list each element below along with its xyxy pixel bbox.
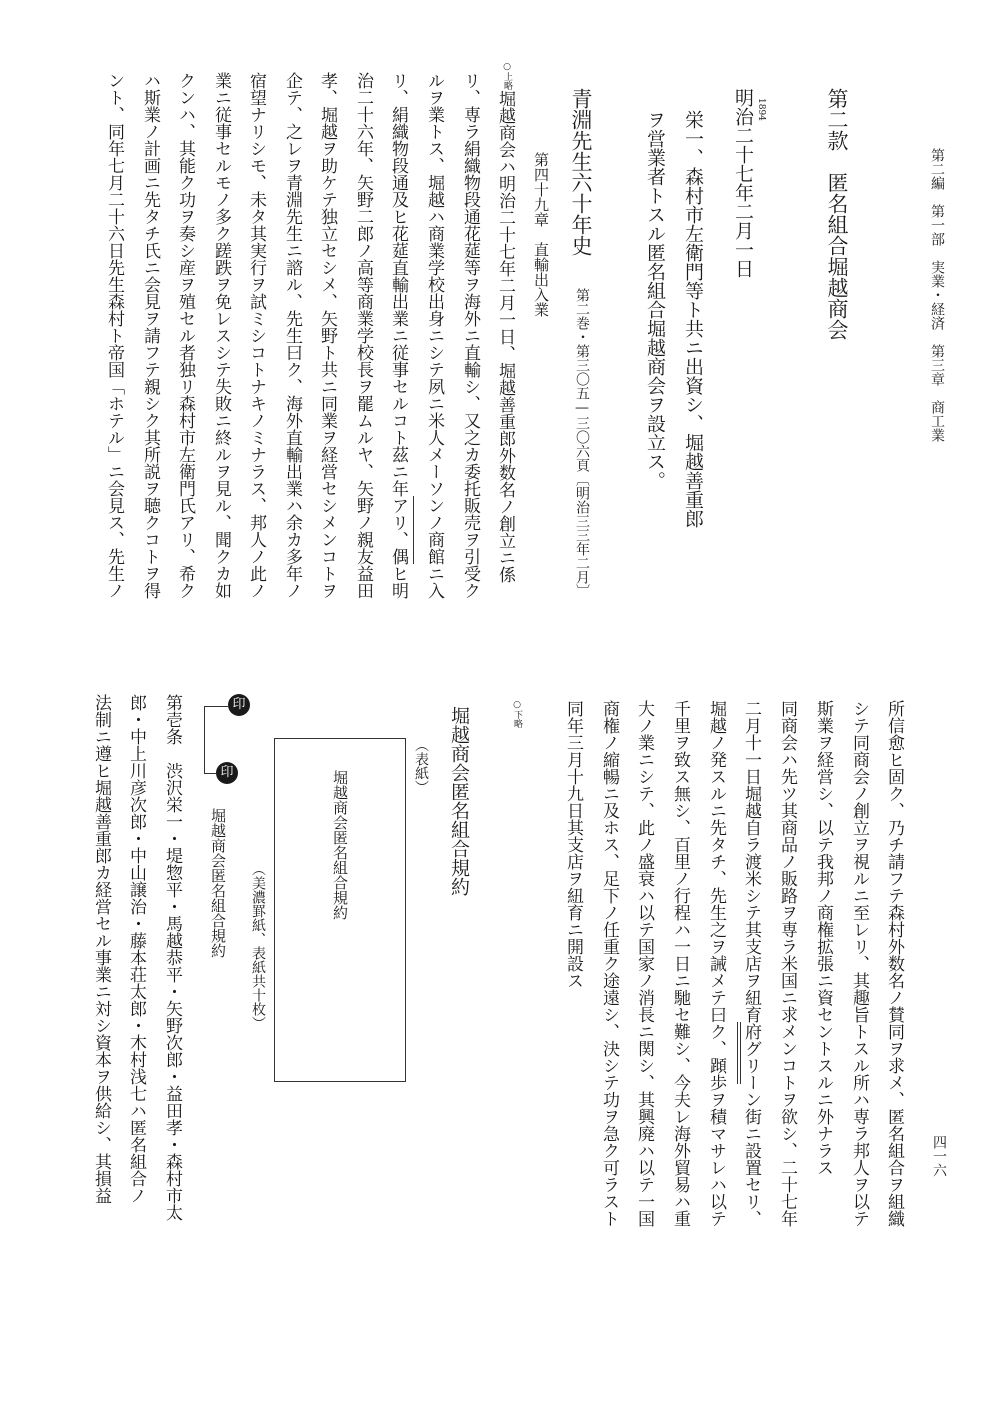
- page-number: 四一六: [931, 1135, 947, 1177]
- body-bottom-line: 堀越ノ発スルニ先タチ、先生之ヲ誡メテ曰ク、蹞歩ヲ積マサレハ以テ: [706, 700, 726, 1227]
- running-header: 第二編 第一部 実業・経済 第三章 商工業: [929, 148, 945, 442]
- body-bottom-line: 二月十一日堀越自ラ渡米シテ其支店ヲ紐育府グリーン街ニ設置セリ、: [741, 700, 761, 1227]
- place-sideline: [740, 1022, 741, 1084]
- seal-bracket-line: [204, 773, 216, 774]
- inner-title: 堀越商会匿名組合規約: [209, 808, 227, 958]
- body-top-line: リ、絹織物段通及ヒ花莚直輸出業ニ従事セルコト茲ニ年アリ、偶ヒ明: [388, 72, 408, 599]
- summary-line-1: 栄一、森村市左衛門等ト共ニ出資シ、堀越善重郎: [682, 110, 704, 528]
- body-bottom-line: 所信愈ヒ固ク、乃チ請フテ森村外数名ノ賛同ヲ求メ、匿名組合ヲ組織: [884, 700, 904, 1227]
- body-top-line: 孝、堀越ヲ助ケテ独立セシメ、矢野ト共ニ同業ヲ経営セシメンコトヲ: [317, 72, 337, 599]
- body-top-line: 業ニ従事セルモノ多ク蹉跌ヲ免レスシテ失敗ニ終ルヲ見ル、聞クカ如: [211, 72, 231, 599]
- paper-note: （美濃罫紙、表紙共十枚）: [250, 862, 266, 1030]
- book-reference: 第二巻・第三〇五—三〇六頁〔明治三三年二月〕: [574, 288, 590, 598]
- chapter-title: 第四十九章 直輸出入業: [532, 152, 550, 317]
- body-top-line: 堀越商会ハ明治二十七年二月一日、堀越善重郎外数名ノ創立ニ係: [495, 90, 515, 583]
- body-top-line: 企テ、之レヲ青淵先生ニ諮ル、先生曰ク、海外直輸出業ハ余カ多年ノ: [282, 72, 302, 599]
- seal-stamp: 印: [228, 694, 250, 716]
- body-bottom-line: シテ同商会ノ創立ヲ視ルニ至レリ、其趣旨トスル所ハ専ラ邦人ヲ以テ: [849, 700, 869, 1227]
- section-title: 第二款 匿名組合堀越商会: [825, 88, 849, 340]
- article-line: 法制ニ遵ヒ堀越善重郎カ経営セル事業ニ対シ資本ヲ供給シ、其損益: [91, 694, 111, 1204]
- body-top-line: ハ斯業ノ計画ニ先タチ氏ニ会見ヲ請フテ親シク其所説ヲ聴クコトヲ得: [140, 72, 160, 599]
- body-top-line: 治二十六年、矢野二郎ノ高等商業学校長ヲ罷ムルヤ、矢野ノ親友益田: [353, 72, 373, 599]
- article-line: 第壱条 渋沢栄一・堤惣平・馬越恭平・矢野次郎・益田孝・森村市太: [162, 694, 182, 1221]
- body-bottom-line: 同商会ハ先ツ其商品ノ販路ヲ専ラ米国ニ求メンコトヲ欲シ、二十七年: [777, 700, 797, 1227]
- body-top-line: クンハ、其能ク功ヲ奏シ産ヲ殖セル者独リ森村市左衛門氏アリ、希ク: [175, 72, 195, 599]
- body-top-line: 宿望ナリシモ、未タ其実行ヲ試ミシコトナキノミナラス、邦人ノ此ノ: [246, 72, 266, 599]
- heading-date: 明治二十七年二月一日: [732, 88, 754, 278]
- summary-line-2: ヲ営業者トスル匿名組合堀越商会ヲ設立ス。: [644, 110, 666, 490]
- body-top-line: リ、専ラ絹織物段通花莚等ヲ海外ニ直輸シ、又之カ委托販売ヲ引受ク: [460, 72, 480, 599]
- seal-bracket-line: [204, 706, 205, 774]
- article-line: 郎・中上川彦次郎・中山譲治・藤本荘太郎・木村浅七ハ匿名組合ノ: [126, 694, 146, 1204]
- place-sideline: [737, 1022, 738, 1084]
- omission-mark-bottom: ○下略: [512, 700, 522, 728]
- body-bottom-line: 斯業ヲ経営シ、以テ我邦ノ商権拡張ニ資セントスルニ外ナラス: [813, 700, 833, 1176]
- body-bottom-line: 同年三月十九日其支店ヲ紐育ニ開設ス: [563, 700, 583, 989]
- omission-mark-top: ○上略: [502, 62, 512, 90]
- kiyaku-title: 堀越商会匿名組合規約: [448, 706, 470, 896]
- cover-label: （表紙）: [413, 738, 429, 794]
- cover-text: 堀越商会匿名組合規約: [331, 770, 349, 920]
- year-note: 1894: [756, 98, 766, 121]
- body-bottom-line: 千里ヲ致ス無シ、百里ノ行程ハ一日ニ馳セ難シ、今夫レ海外貿易ハ重: [670, 700, 690, 1227]
- body-top-line: ント、同年七月二十六日先生森村ト帝国「ホテル」ニ会見ス、先生ノ: [104, 72, 124, 599]
- body-top-line: ルヲ業トス、堀越ハ商業学校出身ニシテ夙ニ米人メーソンノ商館ニ入: [424, 72, 444, 599]
- name-sideline: [413, 496, 414, 564]
- body-bottom-line: 商権ノ縮暢ニ及ホス、足下ノ任重ク途遠シ、決シテ功ヲ急ク可ラスト: [599, 700, 619, 1227]
- book-title: 青淵先生六十年史: [569, 88, 593, 256]
- seal-stamp: 印: [216, 762, 238, 784]
- body-bottom-line: 大ノ業ニシテ、此ノ盛衰ハ以テ国家ノ消長ニ関シ、其興廃ハ以テ一国: [634, 700, 654, 1227]
- seal-bracket-line: [204, 706, 228, 707]
